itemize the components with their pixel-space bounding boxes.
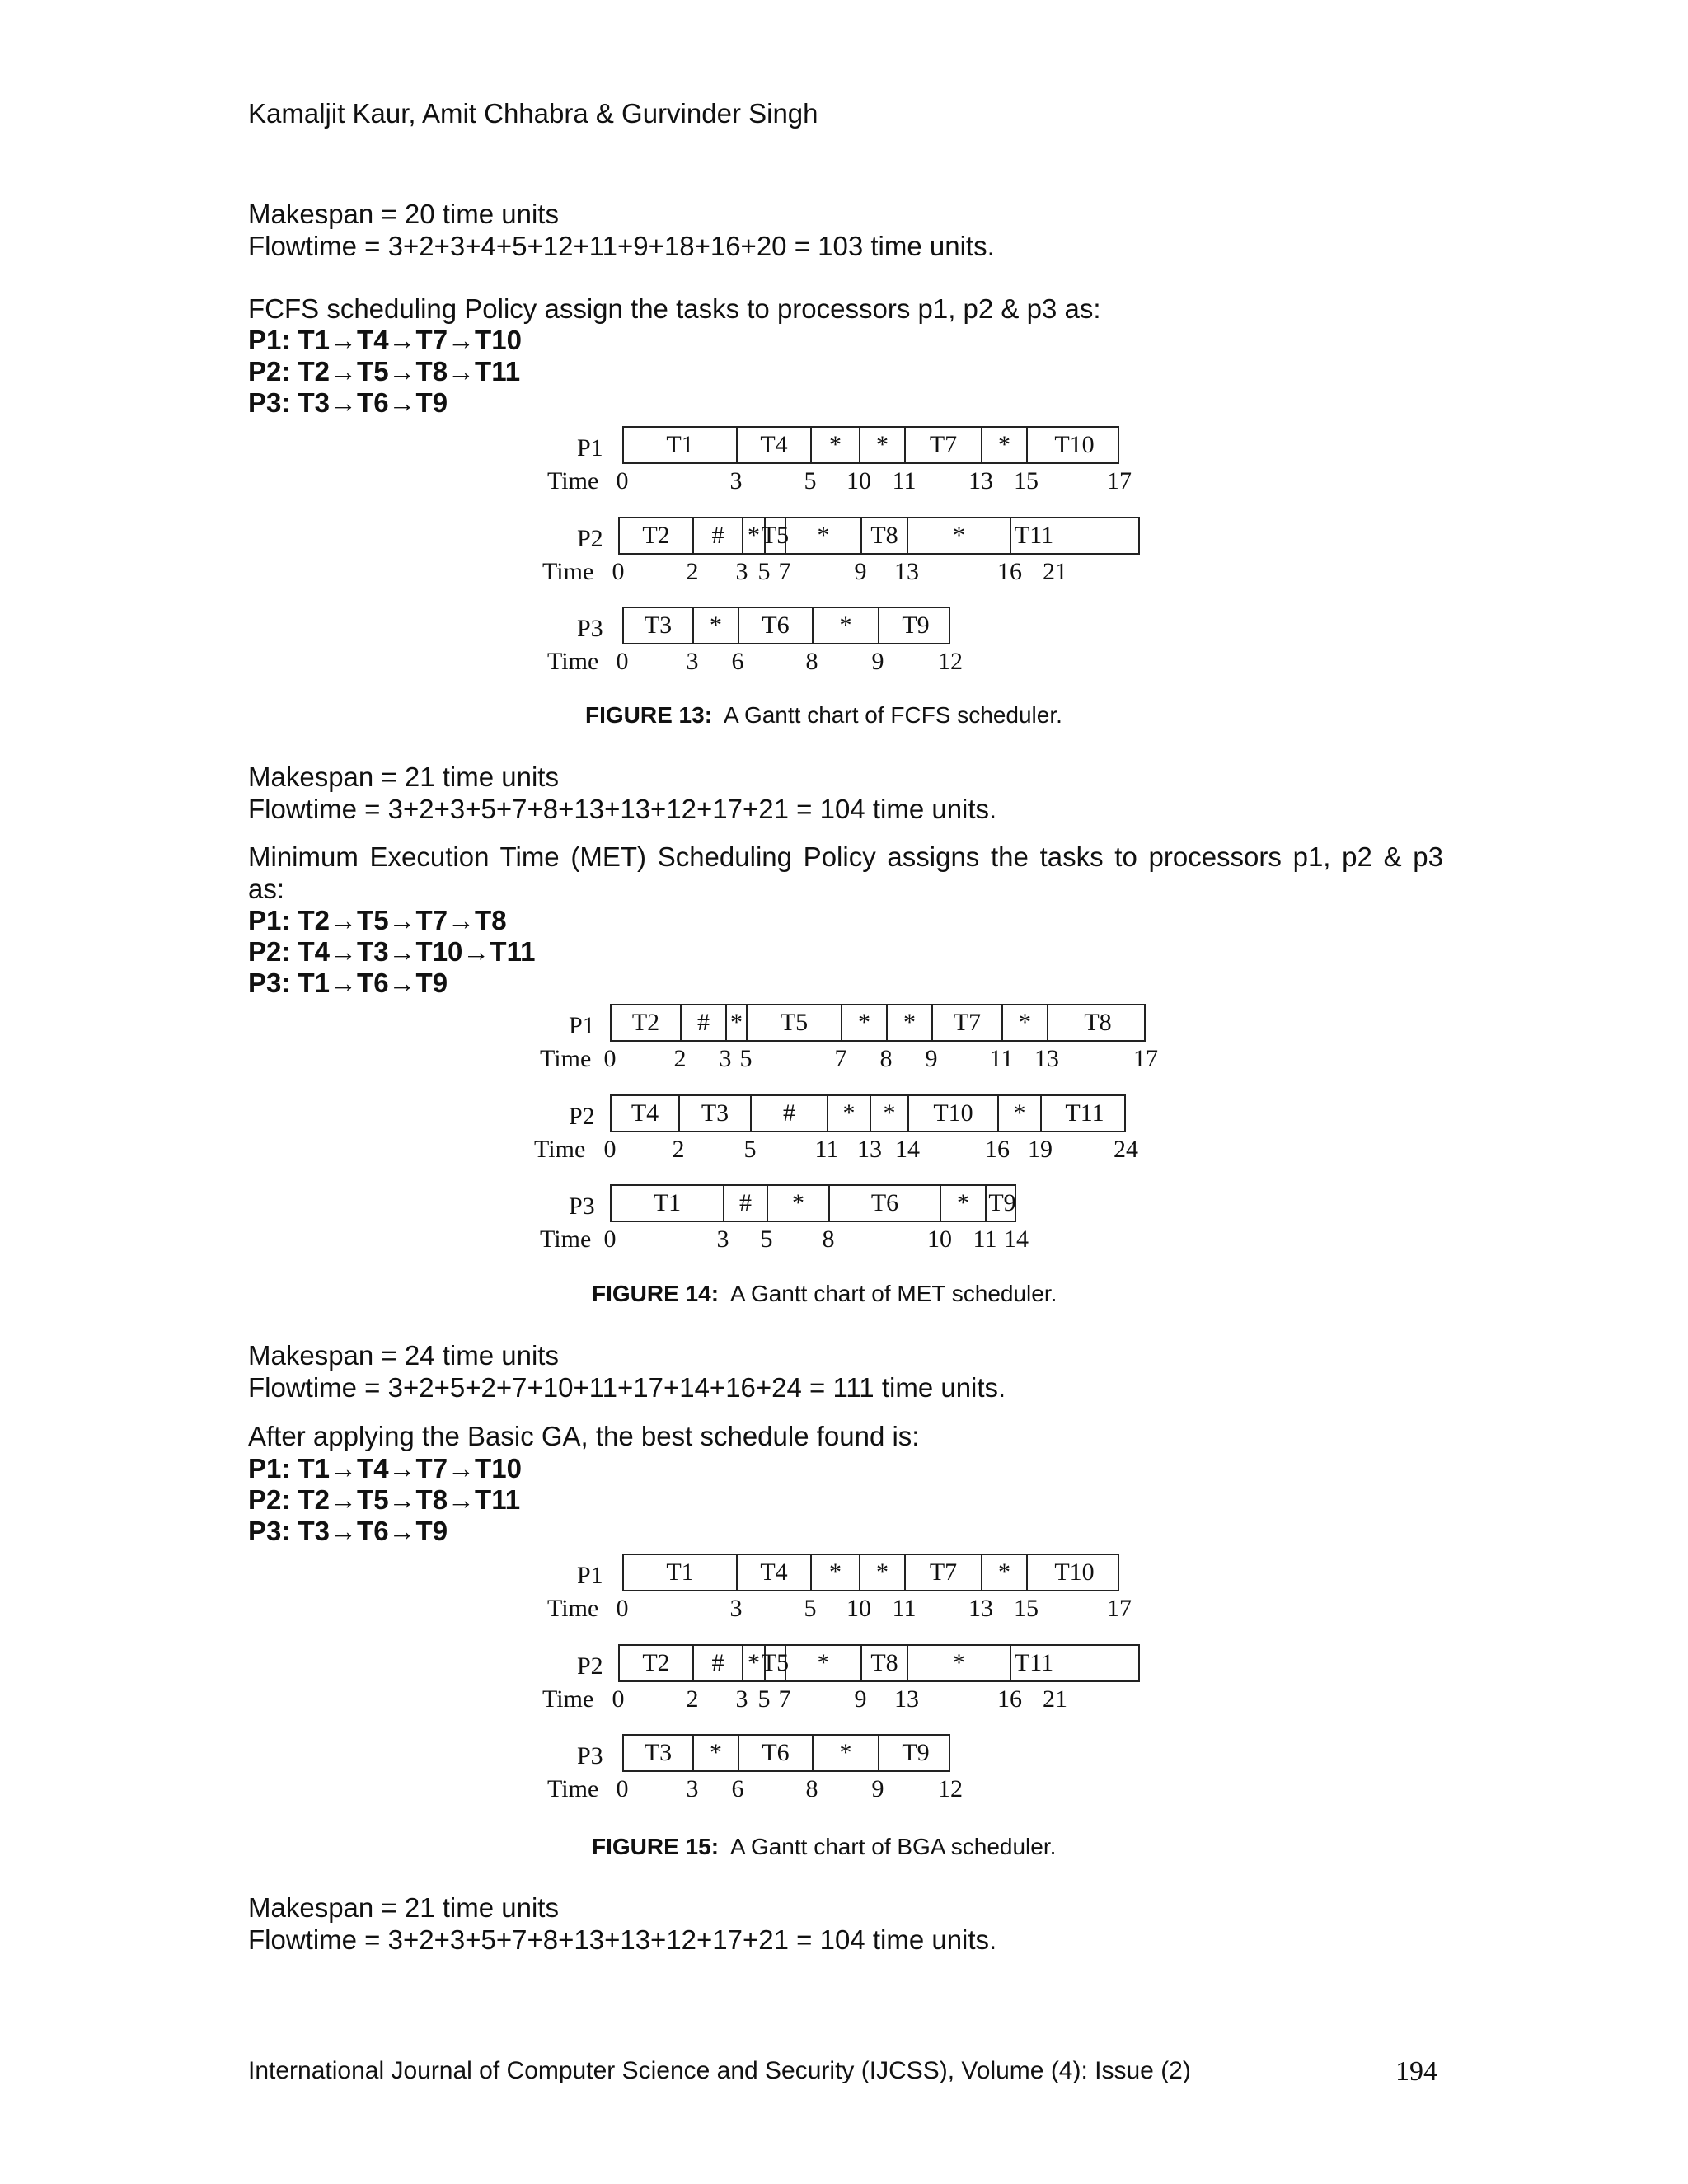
processor-label: P1 bbox=[577, 434, 603, 462]
gantt-idle-cell: * bbox=[812, 428, 860, 462]
gantt-idle-cell: * bbox=[871, 1096, 909, 1131]
time-tick-label: 0 bbox=[616, 1595, 629, 1622]
time-tick-label: 0 bbox=[616, 467, 629, 494]
gantt-task-cell: T6 bbox=[739, 608, 814, 643]
gantt-idle-cell: * bbox=[828, 1096, 871, 1131]
time-tick-label: 9 bbox=[871, 1775, 884, 1802]
gantt-task-cell: T7 bbox=[906, 428, 982, 462]
assignment-p2: P2: T4→T3→T10→T11 bbox=[248, 936, 536, 967]
gantt-task-cell: T4 bbox=[738, 1555, 812, 1590]
gantt-idle-cell: * bbox=[786, 1646, 862, 1680]
time-tick-label: 13 bbox=[857, 1136, 882, 1163]
time-axis-label: Time bbox=[542, 1685, 594, 1713]
time-tick-label: 5 bbox=[804, 467, 817, 494]
time-tick-label: 5 bbox=[739, 1045, 753, 1072]
time-tick-label: 14 bbox=[1004, 1226, 1029, 1253]
journal-footer: International Journal of Computer Science and Security (IJCSS), Volume (4): Issue (2) bbox=[248, 2057, 1191, 2084]
time-tick-label: 11 bbox=[973, 1226, 997, 1253]
time-tick-label: 9 bbox=[854, 1685, 867, 1713]
time-tick-label: 19 bbox=[1028, 1136, 1053, 1163]
running-header: Kamaljit Kaur, Amit Chhabra & Gurvinder Singh bbox=[248, 98, 818, 129]
time-tick-label: 8 bbox=[805, 648, 818, 675]
gantt-wait-cell: # bbox=[752, 1096, 828, 1131]
policy-intro: FCFS scheduling Policy assign the tasks to processors p1, p2 & p3 as: bbox=[248, 293, 1101, 324]
figure-caption bbox=[592, 1833, 1056, 1861]
time-tick-label: 5 bbox=[760, 1226, 773, 1253]
gantt-idle-cell: * bbox=[941, 1186, 987, 1221]
assignment-p2: P2: T2→T5→T8→T11 bbox=[248, 1484, 521, 1515]
gantt-bar bbox=[610, 1094, 1126, 1132]
time-tick-label: 3 bbox=[716, 1226, 729, 1253]
gantt-idle-cell: * bbox=[768, 1186, 830, 1221]
time-tick-label: 2 bbox=[673, 1045, 687, 1072]
gantt-task-cell: T9 bbox=[902, 1739, 930, 1766]
gantt-task-cell: T6 bbox=[830, 1186, 941, 1221]
gantt-idle-cell: * bbox=[982, 428, 1028, 462]
time-tick-label: 7 bbox=[778, 558, 791, 585]
gantt-task-cell: T3 bbox=[624, 608, 694, 643]
gantt-bar bbox=[610, 1004, 1146, 1042]
gantt-wait-cell: # bbox=[694, 518, 743, 553]
time-tick-label: 0 bbox=[603, 1226, 617, 1253]
time-tick-label: 11 bbox=[892, 467, 917, 494]
time-tick-label: 17 bbox=[1133, 1045, 1158, 1072]
gantt-task-cell: T9 bbox=[902, 612, 930, 639]
gantt-task-cell: T4 bbox=[738, 428, 812, 462]
policy-intro-continued: as: bbox=[248, 874, 285, 904]
time-axis-label: Time bbox=[542, 558, 594, 585]
time-tick-label: 0 bbox=[616, 1775, 629, 1802]
gantt-task-cell: T6 bbox=[739, 1736, 814, 1770]
gantt-task-cell: T2 bbox=[620, 518, 694, 553]
time-tick-label: 5 bbox=[757, 1685, 771, 1713]
processor-label: P1 bbox=[577, 1562, 603, 1589]
figure-label: FIGURE 14: bbox=[592, 1281, 720, 1306]
time-tick-label: 21 bbox=[1043, 558, 1067, 585]
gantt-idle-cell: * bbox=[999, 1096, 1042, 1131]
time-tick-label: 13 bbox=[894, 1685, 919, 1713]
time-tick-label: 11 bbox=[989, 1045, 1014, 1072]
time-tick-label: 13 bbox=[1034, 1045, 1059, 1072]
gantt-idle-cell: * bbox=[812, 1555, 860, 1590]
gantt-task-cell: T5 bbox=[748, 1005, 842, 1040]
assignment-p3: P3: T1→T6→T9 bbox=[248, 968, 448, 998]
flowtime-text: Flowtime = 3+2+3+5+7+8+13+13+12+17+21 = 104 time units. bbox=[248, 794, 997, 824]
flowtime-text: Flowtime = 3+2+3+4+5+12+11+9+18+16+20 = 103 time units. bbox=[248, 231, 995, 261]
gantt-task-cell: T10 bbox=[1054, 431, 1095, 458]
time-tick-label: 2 bbox=[686, 1685, 699, 1713]
time-tick-label: 5 bbox=[757, 558, 771, 585]
time-tick-label: 13 bbox=[968, 467, 993, 494]
gantt-idle-cell: * bbox=[694, 608, 739, 643]
time-tick-label: 24 bbox=[1114, 1136, 1138, 1163]
time-axis-label: Time bbox=[547, 1775, 599, 1802]
time-tick-label: 0 bbox=[612, 558, 625, 585]
time-tick-label: 9 bbox=[871, 648, 884, 675]
flowtime-text: Flowtime = 3+2+5+2+7+10+11+17+14+16+24 = 111 time units. bbox=[248, 1372, 1006, 1403]
makespan-text: Makespan = 20 time units bbox=[248, 199, 559, 229]
gantt-bar bbox=[610, 1184, 1016, 1222]
time-tick-label: 2 bbox=[686, 558, 699, 585]
gantt-idle-cell: * bbox=[743, 518, 766, 553]
flowtime-text: Flowtime = 3+2+3+5+7+8+13+13+12+17+21 = 104 time units. bbox=[248, 1924, 997, 1955]
time-tick-label: 2 bbox=[672, 1136, 685, 1163]
time-tick-label: 0 bbox=[603, 1045, 617, 1072]
gantt-bar bbox=[622, 1734, 950, 1772]
gantt-idle-cell: * bbox=[860, 428, 906, 462]
makespan-text: Makespan = 21 time units bbox=[248, 762, 559, 792]
figure-caption bbox=[585, 701, 1062, 729]
gantt-task-cell: T7 bbox=[933, 1005, 1003, 1040]
time-tick-label: 3 bbox=[686, 648, 699, 675]
time-tick-label: 3 bbox=[729, 1595, 743, 1622]
gantt-idle-cell: * bbox=[786, 518, 862, 553]
gantt-bar bbox=[618, 1644, 1140, 1682]
makespan-text: Makespan = 21 time units bbox=[248, 1892, 559, 1923]
processor-label: P2 bbox=[577, 525, 603, 552]
gantt-bar bbox=[618, 517, 1140, 555]
time-tick-label: 0 bbox=[616, 648, 629, 675]
gantt-idle-cell: * bbox=[743, 1646, 766, 1680]
time-tick-label: 3 bbox=[719, 1045, 732, 1072]
figure-caption-text: A Gantt chart of FCFS scheduler. bbox=[724, 702, 1062, 728]
processor-label: P1 bbox=[569, 1012, 595, 1039]
time-tick-label: 8 bbox=[805, 1775, 818, 1802]
gantt-task-cell: T11 bbox=[1065, 1099, 1104, 1127]
gantt-task-cell: T1 bbox=[612, 1186, 724, 1221]
time-tick-label: 5 bbox=[804, 1595, 817, 1622]
gantt-idle-cell: * bbox=[814, 608, 879, 643]
figure-caption bbox=[592, 1280, 1057, 1308]
time-tick-label: 0 bbox=[612, 1685, 625, 1713]
time-tick-label: 6 bbox=[731, 1775, 744, 1802]
gantt-task-cell: T2 bbox=[612, 1005, 682, 1040]
time-tick-label: 8 bbox=[822, 1226, 835, 1253]
gantt-idle-cell: * bbox=[842, 1005, 888, 1040]
gantt-idle-cell: * bbox=[694, 1736, 739, 1770]
policy-intro: Minimum Execution Time (MET) Scheduling Policy assigns the tasks to processors p1, p2 & p3 bbox=[248, 841, 1443, 872]
assignment-p3: P3: T3→T6→T9 bbox=[248, 387, 448, 418]
processor-label: P2 bbox=[569, 1103, 595, 1130]
gantt-bar bbox=[622, 1554, 1119, 1591]
gantt-task-cell: T11 bbox=[1014, 522, 1054, 549]
time-axis-label: Time bbox=[547, 648, 599, 675]
page-number: 194 bbox=[1395, 2056, 1437, 2087]
assignment-p1: P1: T1→T4→T7→T10 bbox=[248, 325, 522, 355]
time-tick-label: 21 bbox=[1043, 1685, 1067, 1713]
time-tick-label: 13 bbox=[968, 1595, 993, 1622]
time-tick-label: 3 bbox=[729, 467, 743, 494]
policy-intro: After applying the Basic GA, the best schedule found is: bbox=[248, 1421, 920, 1451]
gantt-task-cell: T8 bbox=[862, 518, 908, 553]
time-tick-label: 12 bbox=[938, 1775, 963, 1802]
gantt-wait-cell: # bbox=[682, 1005, 727, 1040]
time-tick-label: 16 bbox=[997, 1685, 1022, 1713]
time-tick-label: 7 bbox=[834, 1045, 847, 1072]
gantt-task-cell: T2 bbox=[620, 1646, 694, 1680]
time-axis-label: Time bbox=[540, 1045, 592, 1072]
gantt-idle-cell: * bbox=[908, 518, 1011, 553]
time-tick-label: 9 bbox=[925, 1045, 938, 1072]
gantt-task-cell: T3 bbox=[624, 1736, 694, 1770]
time-tick-label: 11 bbox=[892, 1595, 917, 1622]
time-tick-label: 17 bbox=[1107, 1595, 1132, 1622]
gantt-bar bbox=[622, 607, 950, 644]
gantt-idle-cell: * bbox=[888, 1005, 933, 1040]
time-tick-label: 10 bbox=[846, 1595, 871, 1622]
gantt-task-cell: T5 bbox=[766, 1646, 786, 1680]
time-tick-label: 6 bbox=[731, 648, 744, 675]
gantt-bar bbox=[622, 426, 1119, 464]
gantt-wait-cell: # bbox=[724, 1186, 768, 1221]
processor-label: P3 bbox=[577, 615, 603, 642]
assignment-p1: P1: T1→T4→T7→T10 bbox=[248, 1453, 522, 1483]
gantt-task-cell: T10 bbox=[1054, 1558, 1095, 1586]
time-axis-label: Time bbox=[547, 467, 599, 494]
gantt-idle-cell: * bbox=[982, 1555, 1028, 1590]
gantt-task-cell: T8 bbox=[1084, 1009, 1112, 1036]
figure-caption-text: A Gantt chart of BGA scheduler. bbox=[730, 1834, 1057, 1859]
processor-label: P3 bbox=[577, 1742, 603, 1769]
time-tick-label: 10 bbox=[846, 467, 871, 494]
time-tick-label: 3 bbox=[686, 1775, 699, 1802]
gantt-task-cell: T1 bbox=[624, 428, 738, 462]
time-tick-label: 3 bbox=[735, 558, 748, 585]
gantt-task-cell: T9 bbox=[988, 1189, 1016, 1216]
assignment-p2: P2: T2→T5→T8→T11 bbox=[248, 356, 521, 387]
gantt-idle-cell: * bbox=[814, 1736, 879, 1770]
gantt-task-cell: T5 bbox=[766, 518, 786, 553]
time-tick-label: 0 bbox=[603, 1136, 617, 1163]
gantt-idle-cell: * bbox=[727, 1005, 748, 1040]
time-tick-label: 16 bbox=[997, 558, 1022, 585]
gantt-task-cell: T11 bbox=[1014, 1649, 1054, 1676]
assignment-p1: P1: T2→T5→T7→T8 bbox=[248, 905, 507, 935]
gantt-task-cell: T1 bbox=[624, 1555, 738, 1590]
time-tick-label: 17 bbox=[1107, 467, 1132, 494]
time-axis-label: Time bbox=[540, 1226, 592, 1253]
makespan-text: Makespan = 24 time units bbox=[248, 1340, 559, 1371]
gantt-task-cell: T10 bbox=[909, 1096, 999, 1131]
time-tick-label: 5 bbox=[743, 1136, 757, 1163]
assignment-p3: P3: T3→T6→T9 bbox=[248, 1516, 448, 1546]
time-tick-label: 8 bbox=[879, 1045, 893, 1072]
time-tick-label: 14 bbox=[895, 1136, 920, 1163]
time-tick-label: 15 bbox=[1014, 467, 1039, 494]
gantt-idle-cell: * bbox=[1003, 1005, 1048, 1040]
time-tick-label: 3 bbox=[735, 1685, 748, 1713]
gantt-task-cell: T7 bbox=[906, 1555, 982, 1590]
time-tick-label: 10 bbox=[927, 1226, 952, 1253]
time-tick-label: 13 bbox=[894, 558, 919, 585]
processor-label: P2 bbox=[577, 1652, 603, 1680]
figure-label: FIGURE 15: bbox=[592, 1834, 720, 1859]
gantt-idle-cell: * bbox=[908, 1646, 1011, 1680]
gantt-task-cell: T3 bbox=[680, 1096, 752, 1131]
figure-caption-text: A Gantt chart of MET scheduler. bbox=[730, 1281, 1057, 1306]
time-tick-label: 15 bbox=[1014, 1595, 1039, 1622]
gantt-idle-cell: * bbox=[860, 1555, 906, 1590]
gantt-task-cell: T8 bbox=[862, 1646, 908, 1680]
time-axis-label: Time bbox=[534, 1136, 586, 1163]
time-tick-label: 16 bbox=[985, 1136, 1010, 1163]
gantt-wait-cell: # bbox=[694, 1646, 743, 1680]
time-axis-label: Time bbox=[547, 1595, 599, 1622]
processor-label: P3 bbox=[569, 1193, 595, 1220]
gantt-task-cell: T4 bbox=[612, 1096, 680, 1131]
time-tick-label: 9 bbox=[854, 558, 867, 585]
time-tick-label: 12 bbox=[938, 648, 963, 675]
time-tick-label: 7 bbox=[778, 1685, 791, 1713]
figure-label: FIGURE 13: bbox=[585, 702, 713, 728]
time-tick-label: 11 bbox=[814, 1136, 839, 1163]
